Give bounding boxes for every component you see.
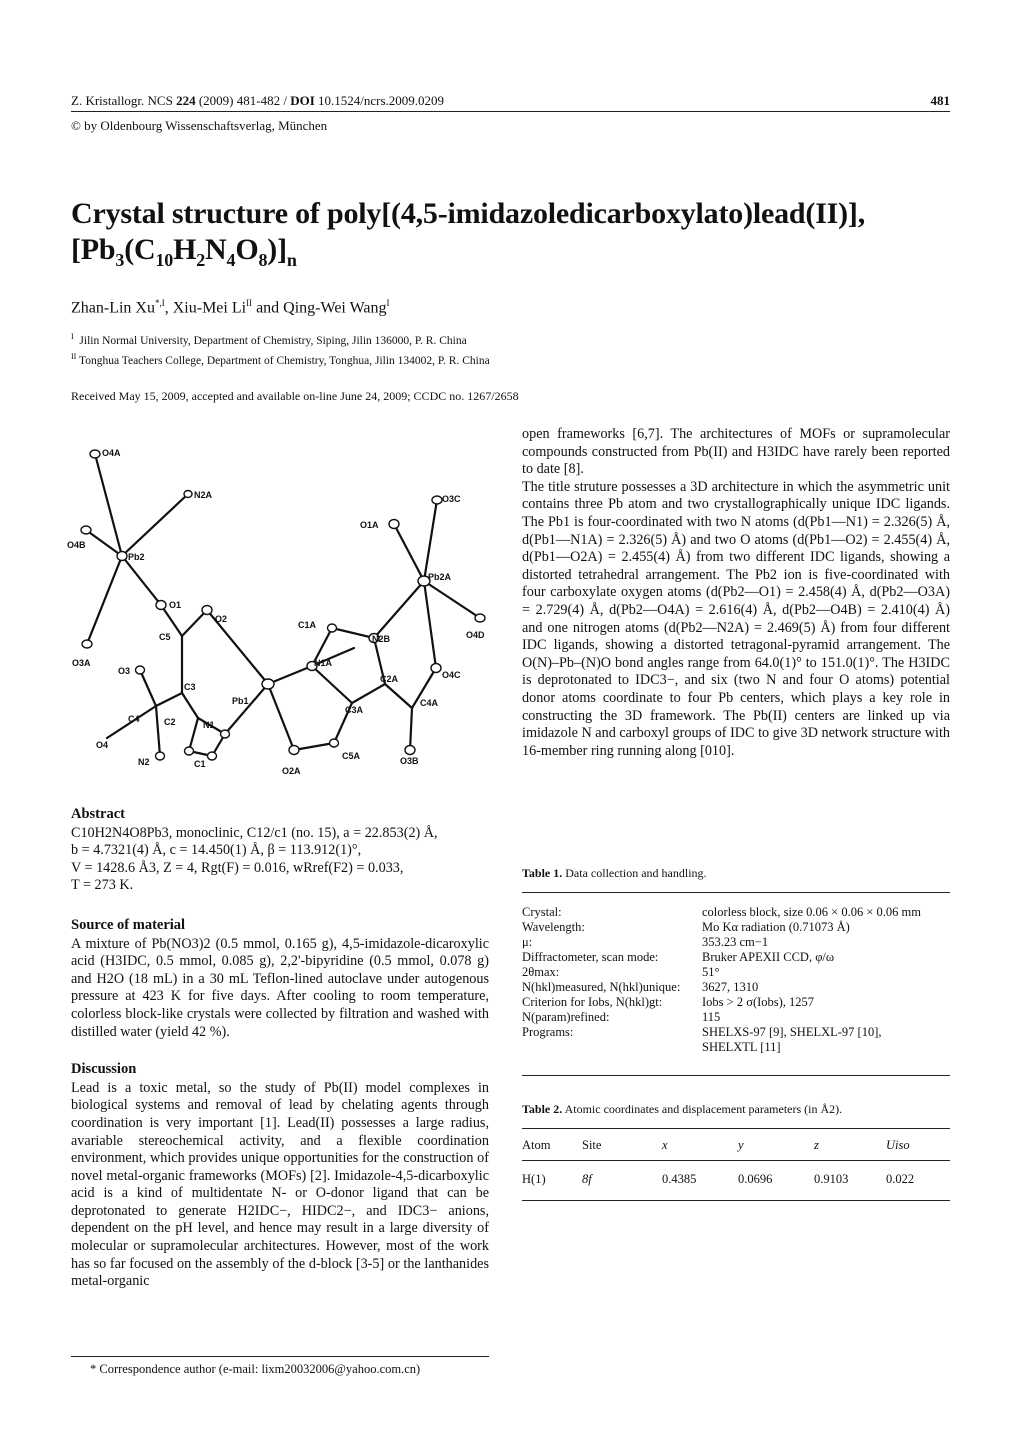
table-row: Diffractometer, scan mode: Bruker APEXII CCD, φ/ω	[522, 950, 835, 964]
received-line: Received May 15, 2009, accepted and available on-line June 24, 2009; CCDC no. 1267/2658	[71, 389, 519, 403]
table2	[522, 1138, 950, 1153]
source-paragraph: A mixture of Pb(NO3)2 (0.5 mmol, 0.165 g), 4,5-imidazole-dicaroxylic acid (H3IDC, 0.5 mmol, 0.085 g), 2,2'-bipyridine (0.5 mmol, 0.078 g) and H2O (18 mL) in a 30 mL Teflon-lined autoclave under autogenous pressure at 423 K for five days. After cooling to room temperature, colorless block-like crystals were collected by filtration and washed with distilled water (yield 42 %).	[71, 935, 489, 1040]
crystal-structure-figure	[62, 438, 502, 818]
body-paragraph: open frameworks [6,7]. The architectures of MOFs or supramolecular compounds constructed from Pb(II) and H3IDC have rarely been reported to date [8].	[522, 426, 950, 478]
table2-top-rule	[522, 1128, 950, 1129]
atom-label: Pb2	[128, 552, 145, 562]
table-row: N(param)refined: 115	[522, 1010, 721, 1024]
page-number: 481	[930, 93, 950, 108]
atom-label: O3	[118, 666, 131, 676]
atom-label: C5	[159, 632, 171, 642]
discussion-paragraph: Lead is a toxic metal, so the study of Pb(II) model complexes in biological systems and removal of lead by chelating agents through coordination is very important [1]. Lead(II) possesses a large radius, avariable stereochemical activity, and a flexible coordination environment, which provides unique opportunities for the construction of novel metal-organic frameworks (MOFs) [2]. Imidazole-4,5-dicarboxylic acid is a kind of multidentate N- or O-donor ligand that can be deprotonated to generate H2IDC−, HIDC2−, and IDC3− anions, dependent on the pH level, and hence may result in a large diversity of molecular or supramolecular architectures. However, most of the work has so far focused on the assembly of the d-block [3-5] or the lanthanides metal-organic	[71, 1079, 489, 1290]
footnote-rule	[71, 1356, 489, 1357]
abstract-line: V = 1428.6 Å3, Z = 4, Rgt(F) = 0.016, wRref(F2) = 0.033,	[71, 859, 404, 876]
right-column	[522, 426, 950, 760]
table-row: Programs: SHELXS-97 [9], SHELXL-97 [10],	[522, 1025, 882, 1039]
atom-label: C1A	[298, 620, 317, 630]
atom-label: O2	[215, 614, 228, 624]
atom-label: N2	[138, 757, 150, 767]
atom-label: Pb2A	[428, 572, 452, 582]
table-row: Wavelength: Mo Kα radiation (0.71073 Å)	[522, 920, 850, 934]
table2-body	[522, 1172, 950, 1187]
table-row: N(hkl)measured, N(hkl)unique: 3627, 1310	[522, 980, 759, 994]
table2-mid-rule	[522, 1160, 950, 1161]
atom-label: N2A	[194, 490, 213, 500]
affiliations	[71, 329, 951, 369]
table-row: H(1) 8f 0.4385 0.0696 0.9103 0.022	[522, 1172, 915, 1186]
atom-label: C5A	[342, 751, 361, 761]
footnote: * Correspondence author (e-mail: lixm20032006@yahoo.com.cn)	[90, 1362, 421, 1376]
table1-bottom-rule	[522, 1075, 950, 1076]
atom-label: O3B	[400, 756, 419, 766]
atom-label: O1	[169, 600, 182, 610]
running-header: Z. Kristallogr. NCS 224 (2009) 481-482 / DOI 10.1524/ncrs.2009.0209	[71, 93, 445, 108]
table-row: Criterion for Iobs, N(hkl)gt: Iobs > 2 σ(Iobs), 1257	[522, 995, 815, 1009]
body-paragraph: The title struture possesses a 3D architecture in which the asymmetric unit contains three Pb atom and two crystallographically unique IDC ligands. The Pb1 is four-coordinated with two N atoms (d(Pb1—N1) = 2.326(5) Å, d(Pb1—N1A) = 2.326(5) Å) and two O atoms (d(Pb1—O2) = 2.455(4) Å, d(Pb1—O2A) = 2.455(4) Å) from two different IDC ligands, showing a distorted tetrahedral arrangement. The Pb2 ion is five-coordinated with four carboxylate oxygen atoms (d(Pb2—O1) = 2.458(4) Å, d(Pb2—O3A) = 2.729(4) Å, d(Pb2—O4A) = 2.616(4) Å, d(Pb2—O4B) = 2.410(4) Å) and one nitrogen atoms (d(Pb2—N2A) = 2.469(5) Å) from four different IDC ligands, showing a distorted tetragonal-pyramid arrangement. The O(N)–Pb–(N)O bond angles range from 64.0(1)° to 151.0(1)°. The H3IDC is deprotonated to IDC3−, and six (two N and four O atoms) potential donor atoms coordinate to four Pb centers, which plays a key role in constructing the 3D framework. The Pb(II) centers are linked up via imidazole N and carboxyl groups of IDC to give 3D network structure with 16-member ring running along [010].	[522, 478, 950, 759]
atom-label: O4A	[102, 448, 121, 458]
atom-label: N2B	[372, 634, 391, 644]
atom-label: C3A	[345, 705, 364, 715]
table-row: μ: 353.23 cm−1	[522, 935, 769, 949]
author-list: Zhan-Lin $Xu^{*,I}$, Xiu-Mei $Li^{II}$ and Qing-Wei Wang$^I$	[71, 298, 390, 317]
atom-label: O1A	[360, 520, 379, 530]
table1	[522, 905, 952, 1055]
atom-label: O3C	[442, 494, 461, 504]
table-row: SHELXTL [11]	[702, 1040, 781, 1054]
table-row: 2θmax: 51°	[522, 965, 720, 979]
table-row: Crystal: colorless block, size 0.06 × 0.06 × 0.06 mm	[522, 905, 921, 919]
atom-label: C4	[128, 714, 140, 724]
abstract-line: T = 273 K.	[71, 877, 134, 894]
copyright-line: © by Oldenbourg Wissenschaftsverlag, München	[71, 118, 328, 133]
source-heading: Source of material	[71, 916, 186, 933]
atom-label: Pb1	[232, 696, 249, 706]
table1-caption: Table 1. Data collection and handling.	[522, 866, 707, 880]
title-line: Crystal structure of poly[(4,5-imidazoledicarboxylato)lead(II)],	[71, 197, 866, 230]
atom-label: O4	[96, 740, 109, 750]
affiliation: $^I$ Jilin Normal University, Department of Chemistry, Siping, Jilin 136000, P. R. China	[71, 332, 467, 347]
atom-label: O3A	[72, 658, 91, 668]
atom-label: C1	[194, 759, 206, 769]
abstract-line: b = 4.7321(4) Å, c = 14.450(1) Å, β = 113.912(1)°,	[71, 842, 362, 859]
table2-bottom-rule	[522, 1200, 950, 1201]
atom-label: C2	[164, 717, 176, 727]
title-formula: $[Pb_3(C_{10}H_2N_4O_8)]_n$	[71, 233, 297, 270]
header-rule	[71, 111, 950, 112]
article-title	[71, 196, 951, 278]
table-header-row: Atom Site x y z Uiso	[522, 1138, 910, 1152]
abstract-line: C10H2N4O8Pb3, monoclinic, C12/c1 (no. 15), a = 22.853(2) Å,	[71, 824, 438, 841]
atom-label: N1A	[314, 658, 333, 668]
atom-label: O4B	[67, 540, 86, 550]
atom-label: O2A	[282, 766, 301, 776]
discussion-heading: Discussion	[71, 1061, 137, 1078]
left-column	[71, 806, 489, 1291]
table1-top-rule	[522, 892, 950, 893]
table2-caption: Table 2. Atomic coordinates and displacement parameters (in Å2).	[522, 1102, 843, 1116]
abstract-heading: Abstract	[71, 806, 125, 822]
atom-label: C3	[184, 682, 196, 692]
atom-label: C4A	[420, 698, 439, 708]
atom-label: O4D	[466, 630, 485, 640]
atom-label: O4C	[442, 670, 461, 680]
atom-label: C2A	[380, 674, 399, 684]
atom-label: N1	[203, 720, 215, 730]
affiliation: $^{II}$ Tonghua Teachers College, Department of Chemistry, Tonghua, Jilin 134002, P. R. China	[71, 351, 490, 367]
